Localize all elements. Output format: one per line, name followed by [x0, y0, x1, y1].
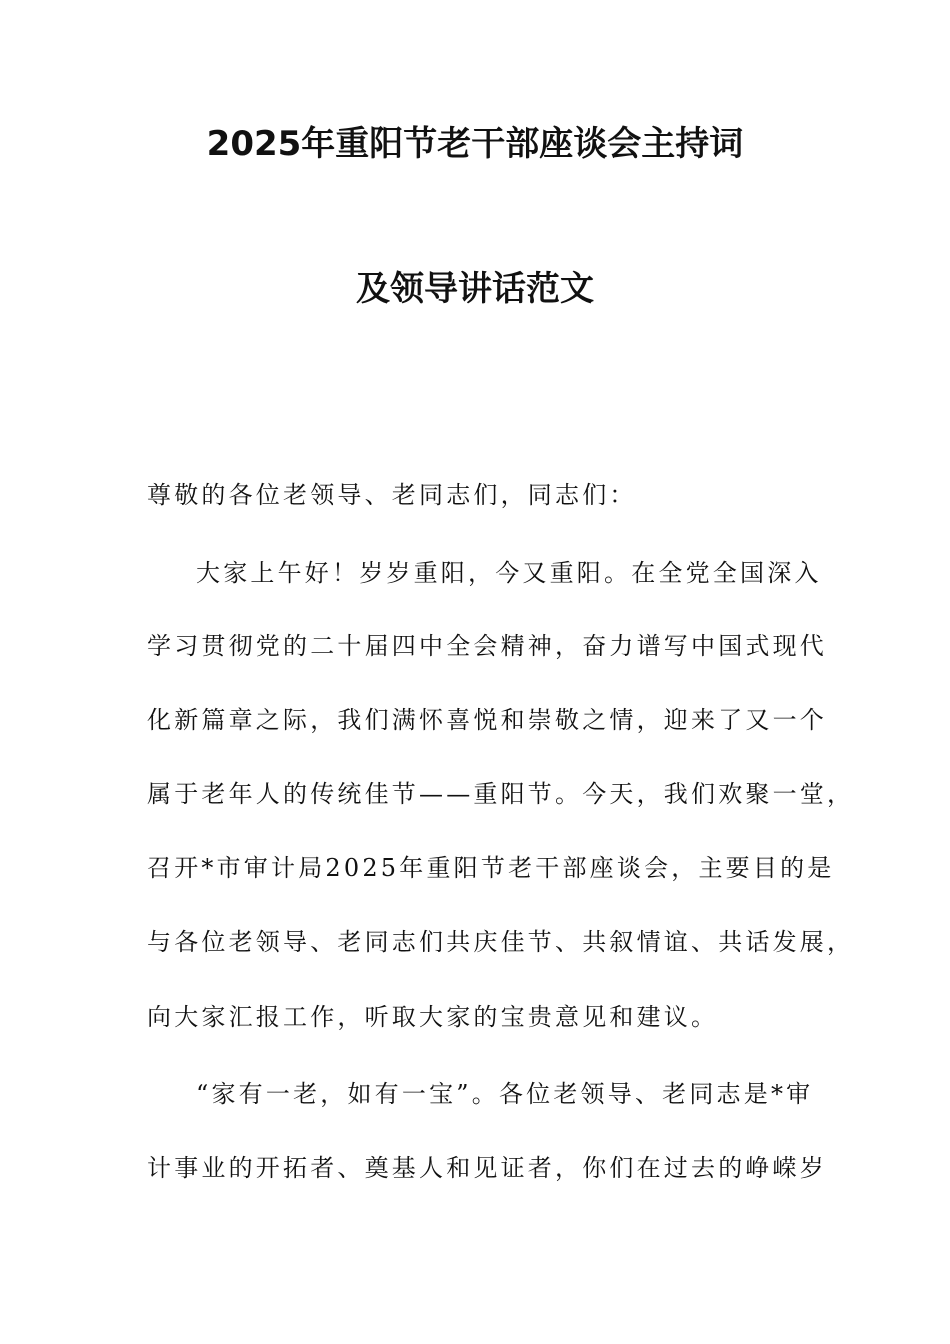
paragraph-line: 与各位老领导、老同志们共庆佳节、共叙情谊、共话发展，	[147, 928, 855, 956]
document-title-line-2: 及领导讲话范文	[356, 269, 594, 309]
paragraph-line: 学习贯彻党的二十届四中全会精神，奋力谱写中国式现代	[147, 632, 827, 660]
paragraph-line: “家有一老，如有一宝”。各位老领导、老同志是*审	[196, 1080, 814, 1108]
document-title-line-1: 2025年重阳节老干部座谈会主持词	[206, 124, 744, 164]
paragraph-line: 计事业的开拓者、奠基人和见证者，你们在过去的峥嵘岁	[147, 1154, 827, 1182]
paragraph-line: 大家上午好！岁岁重阳，今又重阳。在全党全国深入	[196, 559, 822, 587]
paragraph-line: 化新篇章之际，我们满怀喜悦和崇敬之情，迎来了又一个	[147, 706, 827, 734]
paragraph-line: 召开*市审计局2025年重阳节老干部座谈会，主要目的是	[147, 854, 835, 882]
salutation: 尊敬的各位老领导、老同志们，同志们：	[147, 481, 637, 509]
paragraph-line: 向大家汇报工作，听取大家的宝贵意见和建议。	[147, 1003, 719, 1031]
paragraph-line: 属于老年人的传统佳节——重阳节。今天，我们欢聚一堂，	[147, 780, 855, 808]
